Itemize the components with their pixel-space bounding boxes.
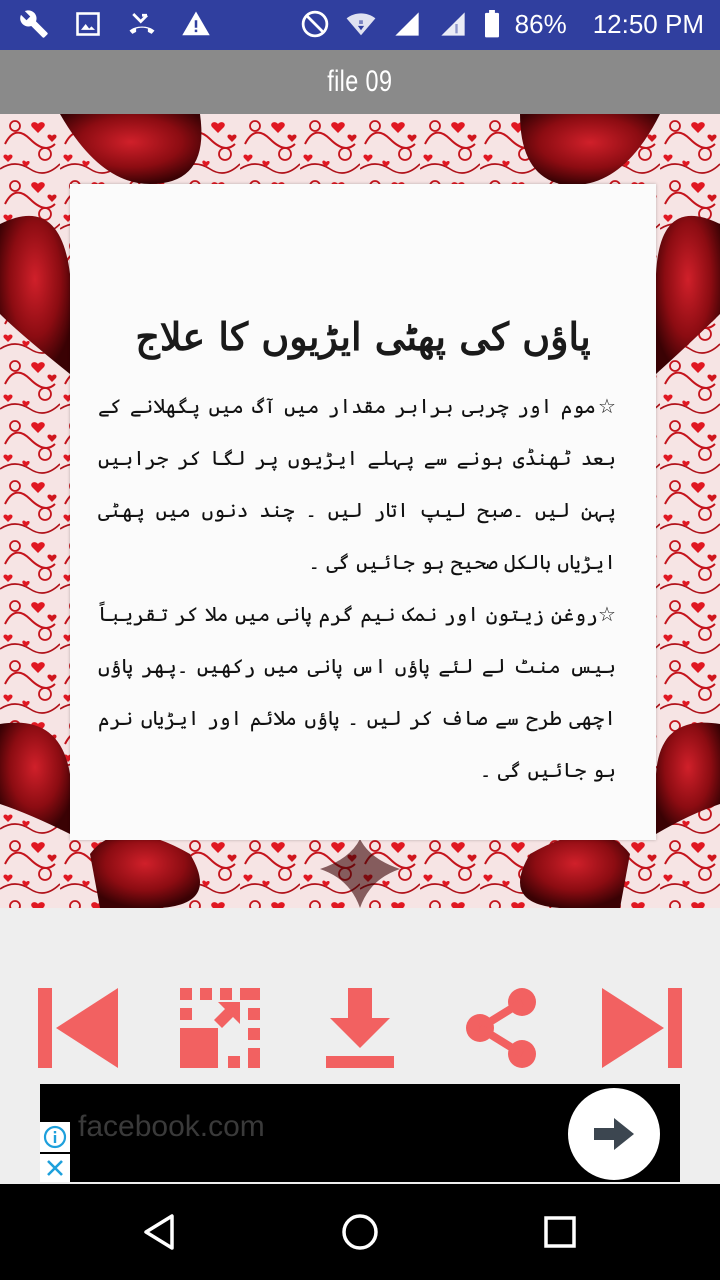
- clock: 12:50 PM: [592, 8, 704, 39]
- ad-open-button[interactable]: [568, 1088, 660, 1180]
- home-button[interactable]: [336, 1208, 384, 1256]
- ad-banner[interactable]: [40, 1084, 680, 1182]
- ad-text: facebook.com: [78, 1110, 265, 1143]
- next-icon: [600, 986, 684, 1070]
- navigation-bar: [0, 1184, 720, 1280]
- missed-call-icon: [126, 8, 158, 40]
- ad-close-icon[interactable]: [40, 1154, 70, 1182]
- share-button[interactable]: [460, 986, 544, 1070]
- signal-icon: [437, 8, 469, 40]
- ad-info-icon[interactable]: [40, 1122, 70, 1152]
- page-title: file 09: [327, 65, 393, 98]
- wrench-icon: [18, 8, 50, 40]
- battery-icon: [483, 8, 501, 40]
- image-title: پاؤں کی پھٹی ایڑیوں کا علاج: [135, 314, 591, 359]
- recents-button[interactable]: [536, 1208, 584, 1256]
- content-image[interactable]: [0, 114, 720, 908]
- battery-percent: 86%: [514, 8, 567, 39]
- image-icon: [72, 8, 104, 40]
- back-icon: [140, 1212, 180, 1252]
- home-icon: [340, 1212, 380, 1252]
- arrow-right-icon: [592, 1116, 636, 1152]
- status-bar: [0, 0, 720, 50]
- previous-icon: [36, 986, 120, 1070]
- fullscreen-button[interactable]: [178, 986, 262, 1070]
- signal-icon: [391, 8, 423, 40]
- next-button[interactable]: [600, 986, 684, 1070]
- image-body: [98, 380, 616, 796]
- paragraph: ☆موم اور چربی برابر مقدار میں آگ میں پگھلانے کے بعد ٹھنڈی ہونے سے پہلے ایڑیوں پر لگا کر جرابیں پہن لیں ۔صبح لیپ اتار لیں ۔ چند دنوں میں پھٹی ایڑیاں بالکل صحیح ہو جائیں گی ۔: [98, 394, 616, 574]
- download-icon: [318, 986, 402, 1070]
- do-not-disturb-icon: [299, 8, 331, 40]
- image-controls: [0, 980, 720, 1080]
- recents-icon: [540, 1212, 580, 1252]
- app-bar: [0, 50, 720, 114]
- warning-icon: [180, 8, 212, 40]
- back-button[interactable]: [136, 1208, 184, 1256]
- paragraph: ☆روغن زیتون اور نمک نیم گرم پانی میں ملا کر تقریباً بیس منٹ لے لئے پاؤں اس پانی میں رکھیں ۔پھر پاؤں اچھی طرح سے صاف کر لیں ۔ پاؤں ملائم اور ایڑیاں نرم ہو جائیں گی ۔: [98, 602, 616, 782]
- fullscreen-icon: [178, 986, 262, 1070]
- download-button[interactable]: [318, 986, 402, 1070]
- previous-button[interactable]: [36, 986, 120, 1070]
- wifi-icon: [345, 8, 377, 40]
- text-panel: [70, 184, 656, 840]
- share-icon: [460, 986, 544, 1070]
